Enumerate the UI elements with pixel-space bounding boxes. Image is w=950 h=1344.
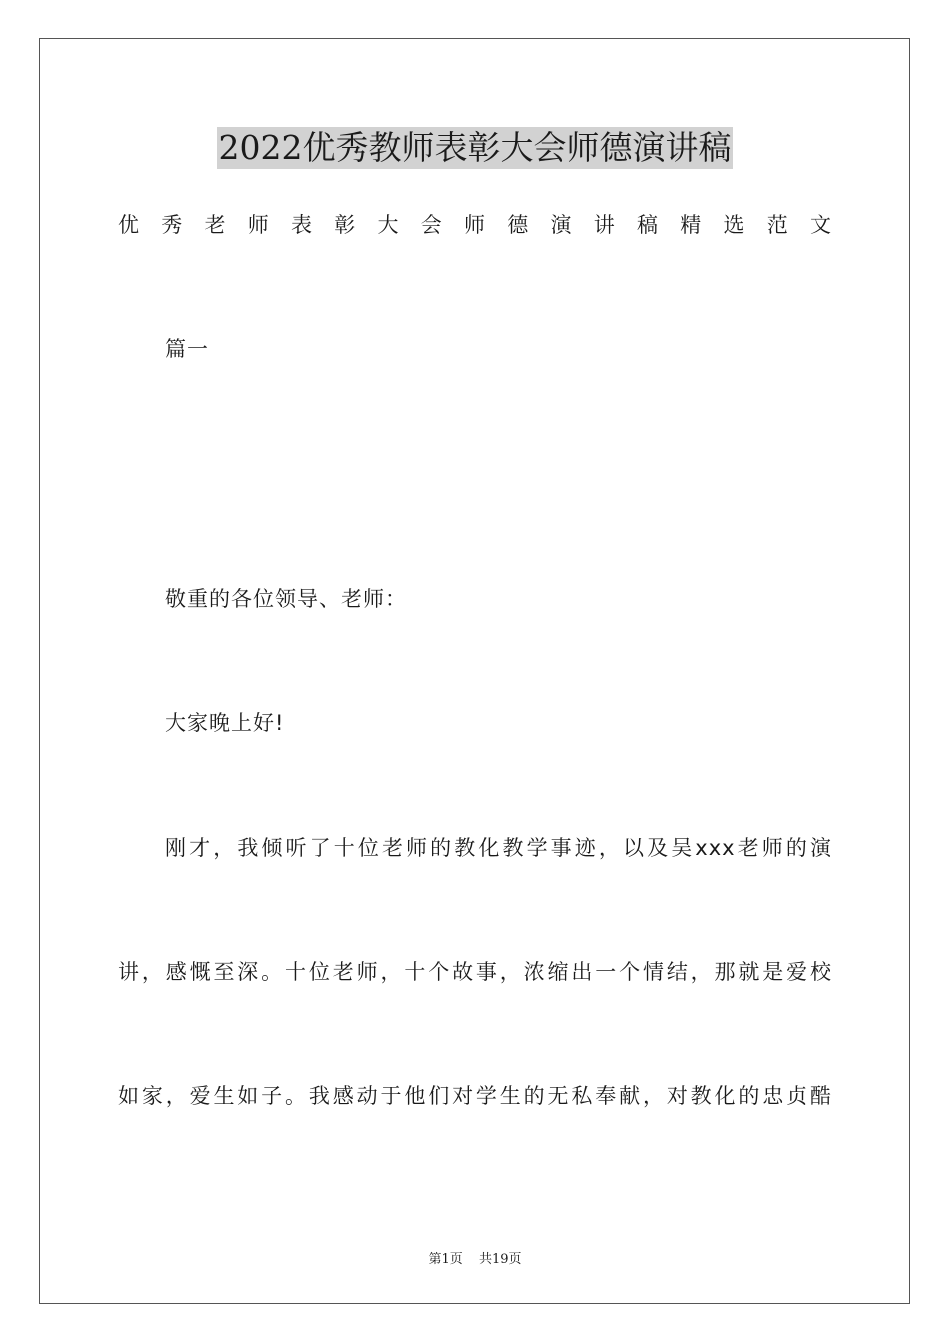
paragraph-line: 讲，感慨至深。十位老师，十个故事，浓缩出一个情结，那就是爱校	[118, 960, 832, 984]
section-heading: 篇一	[165, 337, 209, 361]
salutation: 敬重的各位领导、老师：	[165, 587, 407, 611]
page-number: 第1页	[428, 1252, 463, 1267]
paragraph-line: 如家，爱生如子。我感动于他们对学生的无私奉献，对教化的忠贞酷	[118, 1084, 832, 1108]
greeting: 大家晚上好!	[165, 711, 285, 735]
page-total: 共19页	[478, 1252, 522, 1267]
page-footer	[0, 1248, 950, 1267]
paragraph-line: 刚才，我倾听了十位老师的教化教学事迹，以及吴xxx老师的演	[165, 836, 832, 860]
document-title: 2022优秀教师表彰大会师德演讲稿	[218, 128, 732, 167]
document-subtitle: 优秀老师表彰大会师德演讲稿精选范文	[118, 213, 832, 237]
title-container	[0, 127, 950, 169]
